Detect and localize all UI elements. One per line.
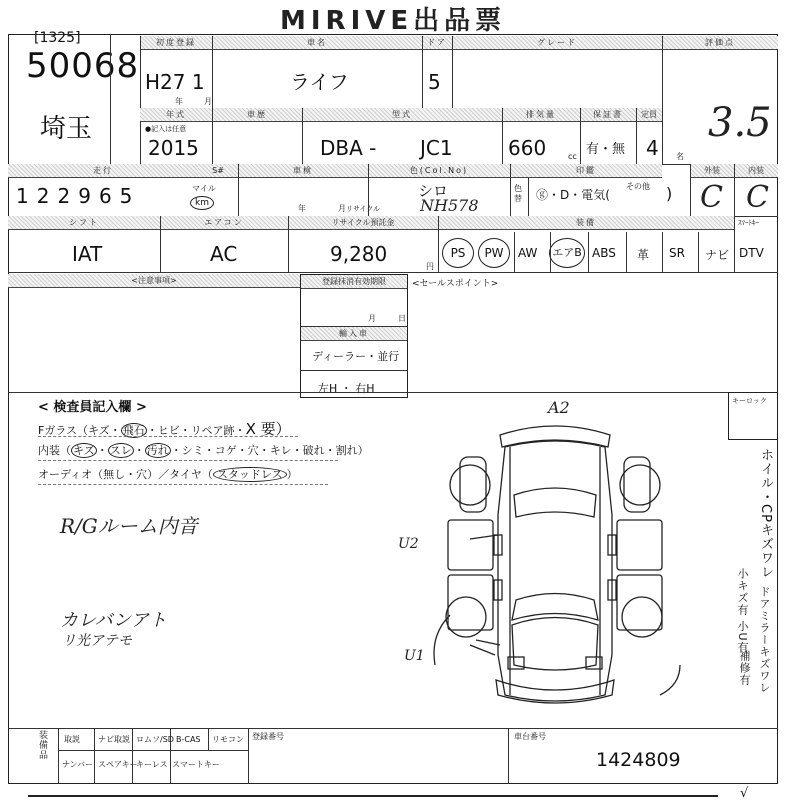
glass-text-2: ・ヒビ・リペア跡・ [146,424,246,437]
wheel-extra [434,615,680,695]
inspection-month: 月 [338,204,346,213]
interior-text: 内装（ [38,444,71,457]
capacity-value: 4 [646,136,659,160]
inspector-line-audio [38,466,298,482]
mileage-digits [16,184,140,208]
model-code: JC1 [420,136,453,160]
exterior-label: 外装 [690,164,734,178]
caution-label: <注意事項> [8,274,300,288]
doors-value: 5 [428,70,441,94]
mark-u2: U2 [398,536,419,552]
equipment-items-label: 装備品 [37,730,47,760]
cc-unit: cc [568,152,577,161]
wheel-left-front [446,597,486,637]
glass-circled: 飛石 [122,424,145,437]
mark-u1: U1 [404,648,425,664]
mileage-unit-mile: マイル [192,184,216,193]
handwritten-note-3: リ光アテモ [62,633,132,649]
car-name-label: 車名 [212,36,422,50]
reg-day: 日 [398,314,406,323]
model-year-value: 2015 [148,136,199,160]
warranty-value: 有・無 [586,142,626,157]
model-year-label: 年式 [140,108,212,122]
reg-deadline-label: 登録抹消有効期限 [301,275,407,289]
shift-label: シフト [8,216,160,230]
reg-month: 月 [368,314,376,323]
car-door-left-front [448,575,493,630]
model-year-note: ●記入は任意 [145,125,187,133]
document-title: MIRIVE出品票 [280,6,507,36]
equipment-aw: AW [518,246,538,260]
tire-circled: スタッドレス [213,467,287,482]
lot-code: [1325] [34,30,81,46]
chassis-number-label: 車台番号 [514,732,546,741]
car-front-bumper [496,680,614,703]
car-door-left-rear [448,520,493,570]
chassis-number: 1424809 [596,749,681,771]
accessory-remote: リモコン [212,735,244,744]
car-door-right-rear [617,520,662,570]
car-windshield [512,594,598,621]
equipment-abs: ABS [592,246,616,260]
glass-text-3: X 要） [245,420,291,438]
car-damage-diagram [390,395,720,725]
legend-door: ドアミラーキズワレ [758,586,771,694]
mileage-digit: 2 [57,184,79,208]
handwritten-note-1: R/Gルーム内音 [60,514,198,538]
fuel-options: ⓖ・D・電気( [536,188,610,202]
mileage-digit: 5 [119,184,141,208]
accessory-spare-key: スペアキー [98,760,138,769]
audio-text: オーディオ（無し・穴）／タイヤ（ [38,468,213,481]
mileage-unit-km: km [190,196,214,210]
mileage-digit: 9 [78,184,99,208]
color-code: NH578 [420,196,479,215]
interior-value: C [746,180,769,215]
equipment-ps: PS [442,238,474,268]
fuel-close: ) [666,184,673,203]
car-hood-outline [512,618,598,671]
exterior-value: C [700,180,723,215]
first-reg-value: H27 1 [145,70,205,94]
equipment-leather: 革 [637,248,650,262]
mileage-digit: 1 [16,184,37,208]
color-value: シロ [418,182,449,200]
glass-text: Fガラス（キズ・ [38,424,121,437]
sales-points-label: <セールスポイント> [412,279,499,289]
exhibit-number-label: 登録番号 [252,732,284,741]
accessory-navi-manual: ナビ取説 [98,735,130,744]
audio-text-2: ） [286,468,298,481]
car-rear-bumper [500,426,610,447]
tick-mark: √ [740,786,749,801]
displacement-label: 排気量 [502,108,580,122]
keyless-label: キーロック [732,397,767,405]
accessory-number: ナンバー [62,760,94,769]
recycle-label: リサイクル [346,205,381,213]
accessory-manual: 取説 [64,735,80,744]
car-body-outline [498,441,612,701]
equipment-navi: ナビ [705,248,730,262]
mileage-digit: 6 [98,184,120,208]
displacement-value: 660 [508,136,547,160]
model-prefix: DBA - [320,136,377,160]
equipment-pw: PW [478,238,510,268]
model-label: 型式 [302,108,502,122]
equipment-label: 装備 [438,216,734,230]
bottom-rule [28,795,718,797]
score-label: 評価点 [662,36,778,50]
shift-value: IAT [72,242,103,266]
legend-main: ホイル・CPキズワレ [758,448,773,579]
year-unit: 年 [175,97,183,106]
wheel-right-rear [620,465,660,505]
import-label: 輸入車 [301,327,407,341]
s-label: S# [198,164,238,178]
person-unit: 名 [676,152,684,161]
accessory-bcas: B-CAS [176,735,201,744]
inspector-heading: < 検査員記入欄 > [38,400,147,415]
first-reg-label: 初度登録 [140,36,212,50]
interior-circled: キズ [73,444,95,457]
car-name: ライフ [290,70,349,94]
recycle-fee-label: リサイクル預託金 [288,216,438,230]
month-unit: 月 [204,97,212,106]
car-rear-glass [514,488,596,517]
wheel-left-rear [450,465,490,505]
interior-label: 内装 [734,164,778,178]
interior-circled: スレ [109,444,132,457]
mileage-digit: 2 [36,184,58,208]
lot-number: 50068 [26,46,140,86]
equipment-airbag: エアB [549,238,585,268]
warranty-label: 保証書 [580,108,636,122]
yen-unit: 円 [426,262,434,271]
smart-key-label: ｽﾏｰﾄｷｰ [738,219,759,227]
interior-text-2: ・シミ・コゲ・穴・キレ・破れ・割れ） [170,444,369,457]
capacity-label: 定員 [636,108,662,122]
grade-label: グレード [452,36,662,50]
recycle-fee-value: 9,280 [330,242,388,266]
handwritten-note-2: カレバンアト [60,610,167,631]
legend-repair: 補修有 [738,650,751,686]
inspection-label: 車検 [238,164,368,178]
equipment-dtv: DTV [739,246,764,260]
legend-minor: 小キズ有 小U有 [736,568,749,654]
doors-label: ドア [422,36,452,50]
equipment-sr: SR [669,246,685,260]
fuel-other: その他 [626,182,650,191]
steering-side: 左H ・ 右H [318,382,375,395]
seal-label: 印鑑 [510,164,662,178]
color-label: 色(Col.No) [368,164,510,178]
score-value: 3.5 [708,100,772,146]
inspection-year: 年 [298,204,306,213]
accessory-keyless: キーレス [136,760,168,769]
color-change-label: 色替 [514,184,522,203]
accessory-smartkey: スマートキー [172,760,220,769]
mark-a2: A2 [548,398,570,417]
wheel-right-front [622,597,662,637]
marker-lines [470,535,500,655]
accessory-rom: ロムソ/SD [136,735,174,744]
aircon-value: AC [210,242,238,266]
inspector-line-interior: 内装（ キズ ・ スレ ・ 汚れ ・シミ・コゲ・穴・キレ・破れ・割れ） [38,444,369,457]
mileage-label: 走行 [8,164,198,178]
aircon-label: エアコン [160,216,288,230]
region-name: 埼玉 [40,114,93,144]
dealer-parallel: ディーラー・並行 [312,350,400,363]
shaken-label: 車歴 [212,108,302,122]
interior-circled: 汚れ [146,444,169,457]
